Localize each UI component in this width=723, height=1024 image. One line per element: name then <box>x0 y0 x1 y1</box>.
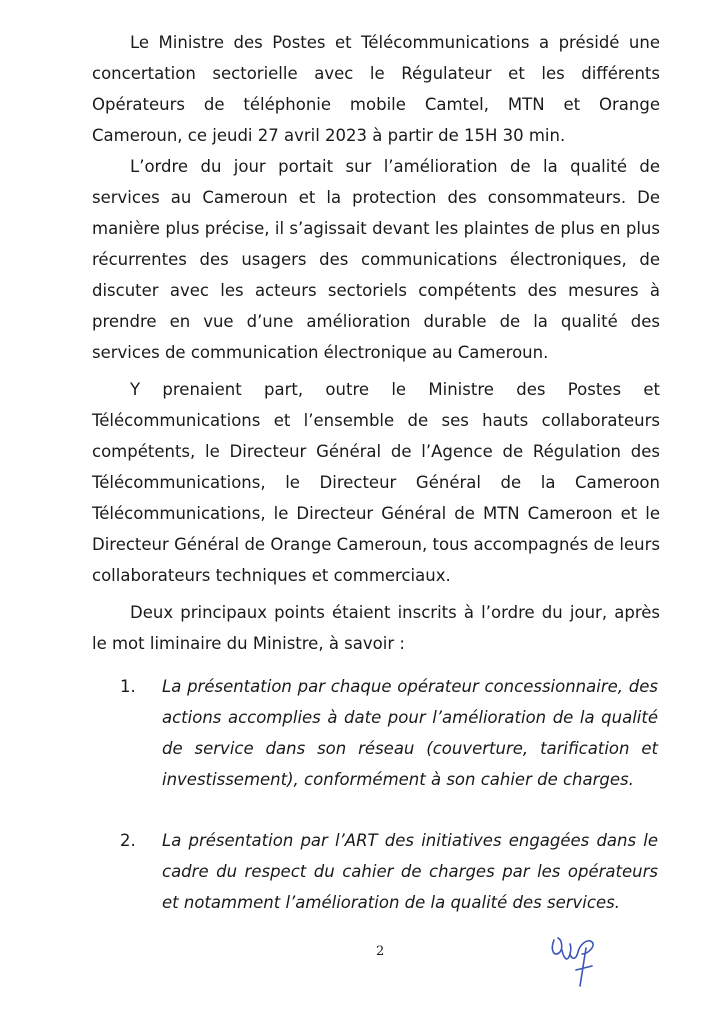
paragraph-2: L’ordre du jour portait sur l’amélioration de la qualité de services au Cameroun et la protection des consommateurs. De manière plus précise, il s’agissait devant les plaintes de plus en plus récurrentes des usagers des communications électroniques, de discuter avec les acteurs sectoriels compétents des mesures à prendre en vue d’une amélioration durable de la qualité des services de communication électronique au Cameroun. <box>92 157 660 362</box>
list-item-text: La présentation par chaque opérateur concessionnaire, des actions accomplies à date pour l’amélioration de la qualité de service dans son réseau (couverture, tarification et investissement), conformément à son cahier de charges. <box>162 677 658 789</box>
signature-initials-icon <box>548 930 606 992</box>
list-item-text: La présentation par l’ART des initiatives engagées dans le cadre du respect du cahier de charges par les opérateurs et notamment l’amélioration de la qualité des services. <box>162 831 658 912</box>
paragraph-1: Le Ministre des Postes et Télécommunications a présidé une concertation sectorielle avec le Régulateur et les différents Opérateurs de téléphonie mobile Camtel, MTN et Orange Cameroun, ce jeudi 27 avril 2023 à partir de 15H 30 min. <box>92 33 660 145</box>
paragraph-4: Deux principaux points étaient inscrits à l’ordre du jour, après le mot liminaire du Ministre, à savoir : <box>92 603 660 653</box>
list-item-number: 1. <box>120 677 136 696</box>
page-number: 2 <box>376 944 385 959</box>
paragraph-3: Y prenaient part, outre le Ministre des Postes et Télécommunications et l’ensemble de ses hauts collaborateurs compétents, le Directeur Général de l’Agence de Régulation des Télécommunications, le Directeur Général de la Cameroon Télécommunications, le Directeur Général de MTN Cameroon et le Directeur Général de Orange Cameroun, tous accompagnés de leurs collaborateurs techniques et commerciaux. <box>92 380 660 585</box>
list-item-number: 2. <box>120 831 136 850</box>
